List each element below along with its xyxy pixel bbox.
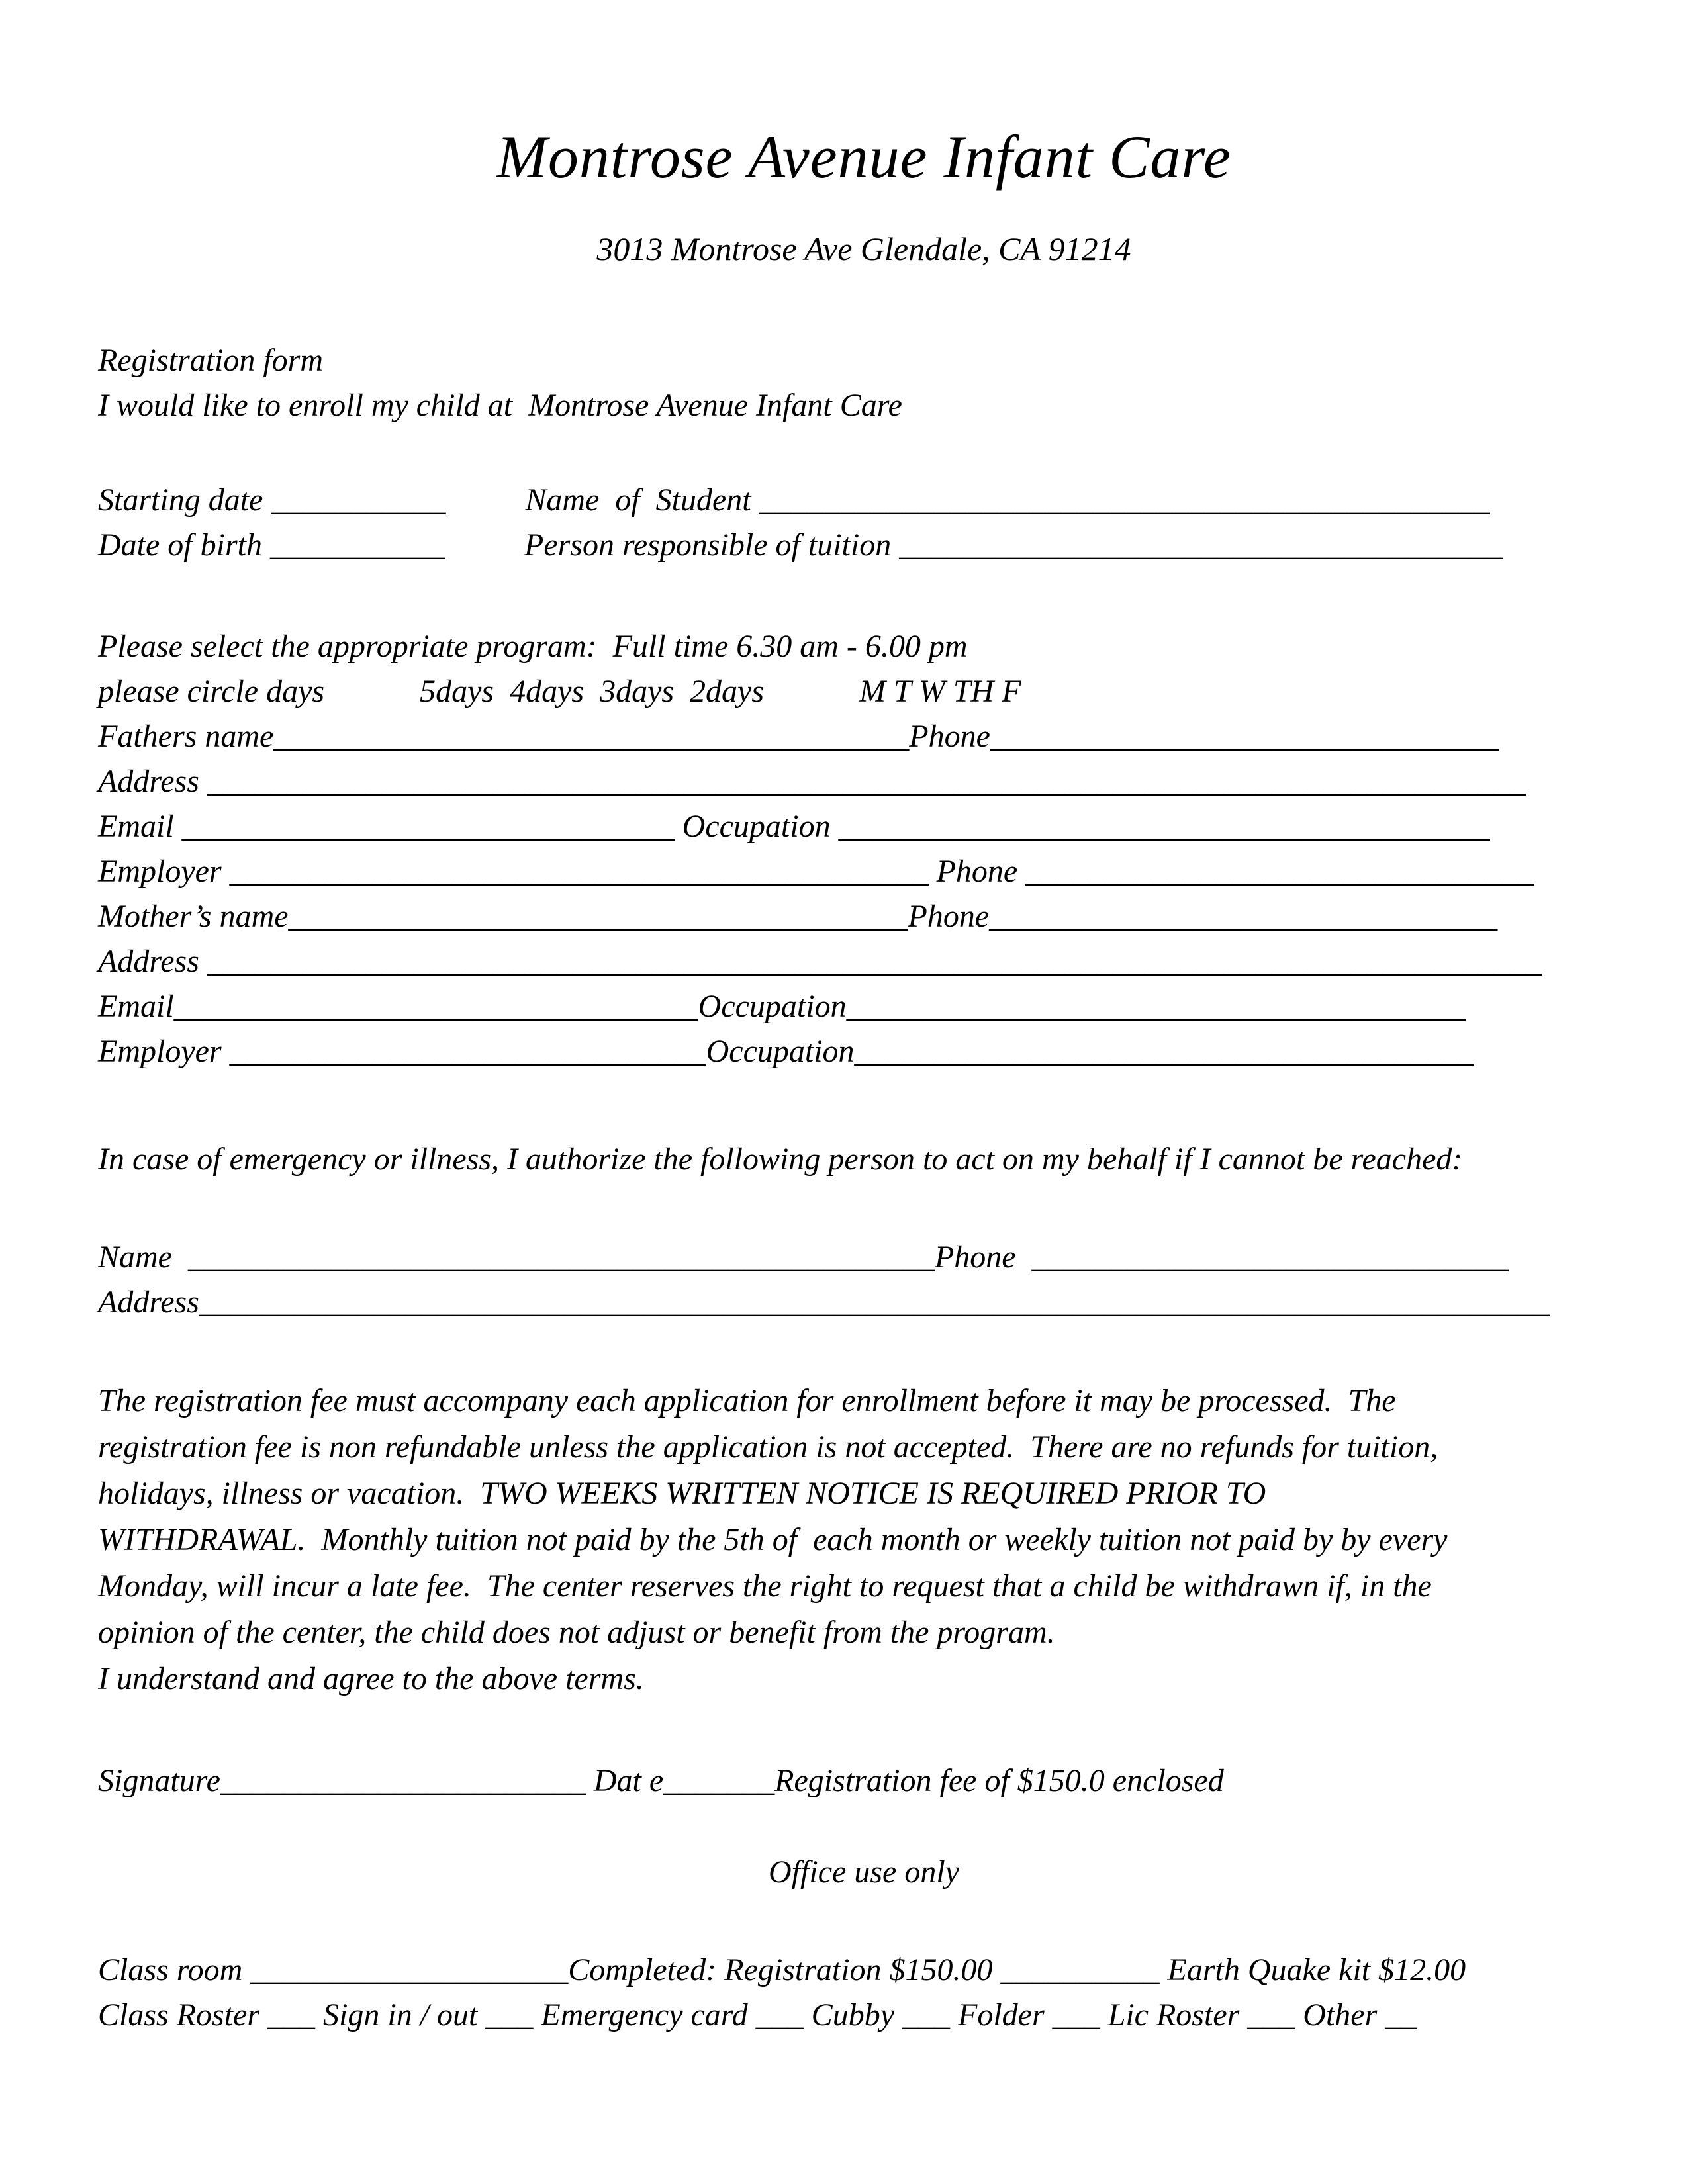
emergency-address-line: Address_____________________________________________________________________________________	[98, 1284, 1550, 1320]
father-name-line: Fathers name________________________________________Phone________________________________	[98, 718, 1499, 754]
father-address-line: Address ___________________________________________________________________________________	[98, 763, 1526, 799]
program-select-line: Please select the appropriate program: Full time 6.30 am - 6.00 pm	[98, 628, 968, 664]
mother-address-line: Address ____________________________________________________________________________________	[98, 943, 1542, 979]
terms-text-line: opinion of the center, the child does not adjust or benefit from the program.	[98, 1614, 1055, 1650]
office-use-section	[98, 1948, 1630, 2038]
terms-agree-line: I understand and agree to the above terms.	[98, 1661, 644, 1696]
date-of-birth-line: Date of birth ___________ Person responsible of tuition ______________________________________	[98, 527, 1503, 563]
page-title: Montrose Avenue Infant Care	[496, 123, 1231, 191]
student-info-section	[98, 478, 1630, 568]
class-roster-checklist-line: Class Roster ___ Sign in / out ___ Emergency card ___ Cubby ___ Folder ___ Lic Roster ___ Other __	[98, 1997, 1417, 2032]
emergency-section	[98, 1137, 1630, 1325]
mother-name-line: Mother’s name_______________________________________Phone________________________________	[98, 898, 1498, 934]
starting-date-line: Starting date ___________ Name of Student ______________________________________________	[98, 482, 1490, 518]
terms-text-line: The registration fee must accompany each application for enrollment before it may be processed. The	[98, 1383, 1396, 1418]
address-line: 3013 Montrose Ave Glendale, CA 91214	[596, 230, 1131, 267]
father-employer-line: Employer ____________________________________________ Phone ________________________________	[98, 853, 1534, 889]
mother-email-line: Email_________________________________Occupation_______________________________________	[98, 988, 1466, 1024]
emergency-contact-block	[98, 1235, 1630, 1325]
terms-text-line: registration fee is non refundable unless the application is not accepted. There are no refunds for tuition,	[98, 1429, 1438, 1465]
terms-text-line: WITHDRAWAL. Monthly tuition not paid by the 5th of each month or weekly tuition not paid by by every	[98, 1522, 1448, 1557]
intro-section	[98, 338, 1630, 428]
registration-form-heading: Registration form	[98, 342, 324, 378]
enroll-statement: I would like to enroll my child at Montrose Avenue Infant Care	[98, 387, 902, 423]
father-email-line: Email _______________________________ Occupation _________________________________________	[98, 808, 1490, 844]
terms-section	[98, 1378, 1630, 1702]
terms-text-line: holidays, illness or vacation. TWO WEEKS WRITTEN NOTICE IS REQUIRED PRIOR TO	[98, 1475, 1266, 1511]
circle-days-line: please circle days 5days 4days 3days 2days M T W TH F	[98, 673, 1021, 709]
signature-date-fee-line: Signature_______________________ Dat e_______Registration fee of $150.0 enclosed	[98, 1762, 1224, 1798]
mother-employer-line: Employer ______________________________Occupation_______________________________________	[98, 1033, 1474, 1069]
signature-section	[98, 1758, 1630, 1803]
classroom-completed-line: Class room ____________________Completed: Registration $150.00 __________ Earth Quake kit $12.00	[98, 1952, 1466, 1987]
emergency-name-line: Name _______________________________________________Phone ______________________________	[98, 1239, 1509, 1275]
form-header	[98, 122, 1630, 269]
terms-text-line: Monday, will incur a late fee. The center reserves the right to request that a child be withdrawn if, in the	[98, 1568, 1432, 1604]
office-use-only-heading: Office use only	[769, 1854, 959, 1889]
emergency-authorization-statement: In case of emergency or illness, I authorize the following person to act on my behalf if I cannot be reached:	[98, 1141, 1463, 1177]
program-parents-section	[98, 624, 1630, 1074]
